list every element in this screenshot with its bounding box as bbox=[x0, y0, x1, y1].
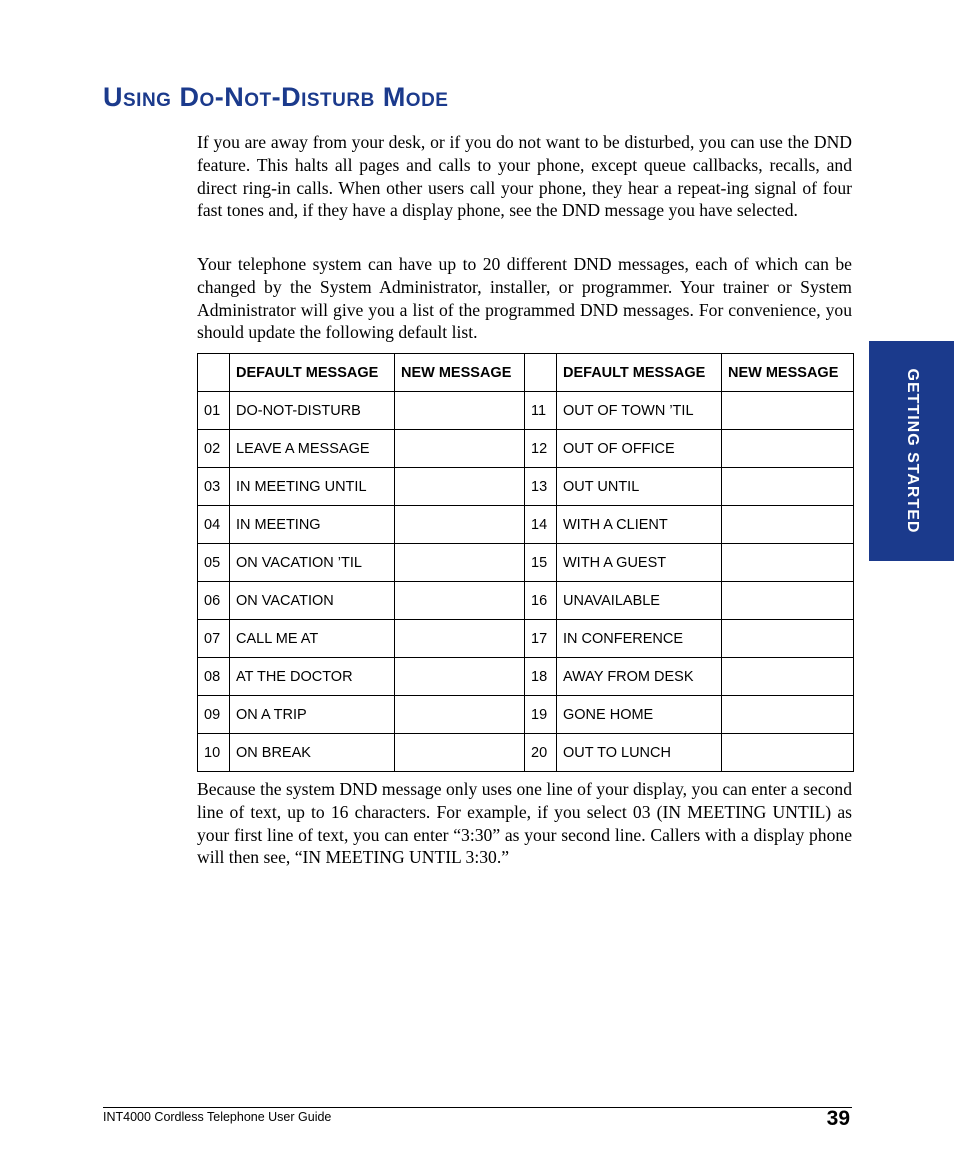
msg-number-cell: 05 bbox=[198, 544, 230, 582]
msg-number-cell: 12 bbox=[525, 430, 557, 468]
header-number-left bbox=[198, 354, 230, 392]
default-message-cell: ON A TRIP bbox=[230, 696, 395, 734]
default-message-cell: ON BREAK bbox=[230, 734, 395, 772]
new-message-cell bbox=[722, 430, 854, 468]
table-row bbox=[198, 734, 854, 772]
table-row bbox=[198, 430, 854, 468]
default-message-cell: WITH A GUEST bbox=[557, 544, 722, 582]
msg-number-cell: 14 bbox=[525, 506, 557, 544]
new-message-cell bbox=[395, 734, 525, 772]
section-tab-label: GETTING STARTED bbox=[903, 368, 921, 534]
new-message-cell bbox=[722, 658, 854, 696]
header-number-right bbox=[525, 354, 557, 392]
table-row bbox=[198, 468, 854, 506]
default-message-cell: OUT OF OFFICE bbox=[557, 430, 722, 468]
new-message-cell bbox=[395, 658, 525, 696]
default-message-cell: OUT TO LUNCH bbox=[557, 734, 722, 772]
page-number: 39 bbox=[826, 1107, 850, 1130]
header-default-message-left: DEFAULT MESSAGE bbox=[230, 354, 395, 392]
new-message-cell bbox=[722, 392, 854, 430]
msg-number-cell: 13 bbox=[525, 468, 557, 506]
msg-number-cell: 06 bbox=[198, 582, 230, 620]
footer-guide-title: INT4000 Cordless Telephone User Guide bbox=[103, 1110, 332, 1124]
table-row bbox=[198, 620, 854, 658]
new-message-cell bbox=[395, 620, 525, 658]
new-message-cell bbox=[722, 582, 854, 620]
default-message-cell: OUT OF TOWN ’TIL bbox=[557, 392, 722, 430]
table-row bbox=[198, 506, 854, 544]
msg-number-cell: 19 bbox=[525, 696, 557, 734]
default-message-cell: UNAVAILABLE bbox=[557, 582, 722, 620]
default-message-cell: GONE HOME bbox=[557, 696, 722, 734]
msg-number-cell: 11 bbox=[525, 392, 557, 430]
default-message-cell: IN MEETING UNTIL bbox=[230, 468, 395, 506]
default-message-cell: OUT UNTIL bbox=[557, 468, 722, 506]
new-message-cell bbox=[395, 582, 525, 620]
msg-number-cell: 04 bbox=[198, 506, 230, 544]
dnd-messages-paragraph: Your telephone system can have up to 20 different DND messages, each of which can be changed by the System Administrator, installer, or programmer. Your trainer or System Administrator will give you a list of the programmed DND messages. For convenience, you should update the following default list. bbox=[197, 254, 852, 343]
new-message-cell bbox=[395, 430, 525, 468]
dnd-message-table bbox=[197, 353, 854, 772]
table-row bbox=[198, 392, 854, 430]
new-message-cell bbox=[395, 696, 525, 734]
default-message-cell: ON VACATION bbox=[230, 582, 395, 620]
new-message-cell bbox=[722, 468, 854, 506]
new-message-cell bbox=[722, 506, 854, 544]
msg-number-cell: 07 bbox=[198, 620, 230, 658]
default-message-cell: LEAVE A MESSAGE bbox=[230, 430, 395, 468]
footer-divider bbox=[103, 1107, 852, 1108]
second-line-paragraph: Because the system DND message only uses one line of your display, you can enter a second line of text, up to 16 characters. For example, if you select 03 (IN MEETING UNTIL) as your first line of text, you can enter “3:30” as your second line. Callers with a display phone will then see, “IN MEETING UNTIL 3:30.” bbox=[197, 779, 852, 868]
new-message-cell bbox=[395, 468, 525, 506]
msg-number-cell: 15 bbox=[525, 544, 557, 582]
new-message-cell bbox=[722, 620, 854, 658]
new-message-cell bbox=[395, 392, 525, 430]
intro-paragraph: If you are away from your desk, or if you do not want to be disturbed, you can use the DND feature. This halts all pages and calls to your phone, except queue callbacks, recalls, and direct ring-in calls. When other users call your phone, they hear a repeat-ing signal of four fast tones and, if they have a display phone, see the DND message you have selected. bbox=[197, 132, 852, 221]
msg-number-cell: 10 bbox=[198, 734, 230, 772]
default-message-cell: ON VACATION ’TIL bbox=[230, 544, 395, 582]
default-message-cell: IN MEETING bbox=[230, 506, 395, 544]
msg-number-cell: 09 bbox=[198, 696, 230, 734]
new-message-cell bbox=[722, 544, 854, 582]
default-message-cell: DO-NOT-DISTURB bbox=[230, 392, 395, 430]
page-title: Using Do-Not-Disturb Mode bbox=[103, 82, 449, 112]
new-message-cell bbox=[722, 734, 854, 772]
default-message-cell: WITH A CLIENT bbox=[557, 506, 722, 544]
table-row bbox=[198, 544, 854, 582]
header-new-message-left: NEW MESSAGE bbox=[395, 354, 525, 392]
table-row bbox=[198, 696, 854, 734]
new-message-cell bbox=[722, 696, 854, 734]
default-message-cell: CALL ME AT bbox=[230, 620, 395, 658]
msg-number-cell: 01 bbox=[198, 392, 230, 430]
msg-number-cell: 17 bbox=[525, 620, 557, 658]
new-message-cell bbox=[395, 544, 525, 582]
msg-number-cell: 03 bbox=[198, 468, 230, 506]
table-row bbox=[198, 658, 854, 696]
msg-number-cell: 02 bbox=[198, 430, 230, 468]
section-tab bbox=[869, 341, 954, 561]
msg-number-cell: 08 bbox=[198, 658, 230, 696]
msg-number-cell: 18 bbox=[525, 658, 557, 696]
new-message-cell bbox=[395, 506, 525, 544]
default-message-cell: AT THE DOCTOR bbox=[230, 658, 395, 696]
default-message-cell: IN CONFERENCE bbox=[557, 620, 722, 658]
msg-number-cell: 16 bbox=[525, 582, 557, 620]
msg-number-cell: 20 bbox=[525, 734, 557, 772]
header-new-message-right: NEW MESSAGE bbox=[722, 354, 854, 392]
table-row bbox=[198, 582, 854, 620]
default-message-cell: AWAY FROM DESK bbox=[557, 658, 722, 696]
table-header-row bbox=[198, 354, 854, 392]
header-default-message-right: DEFAULT MESSAGE bbox=[557, 354, 722, 392]
